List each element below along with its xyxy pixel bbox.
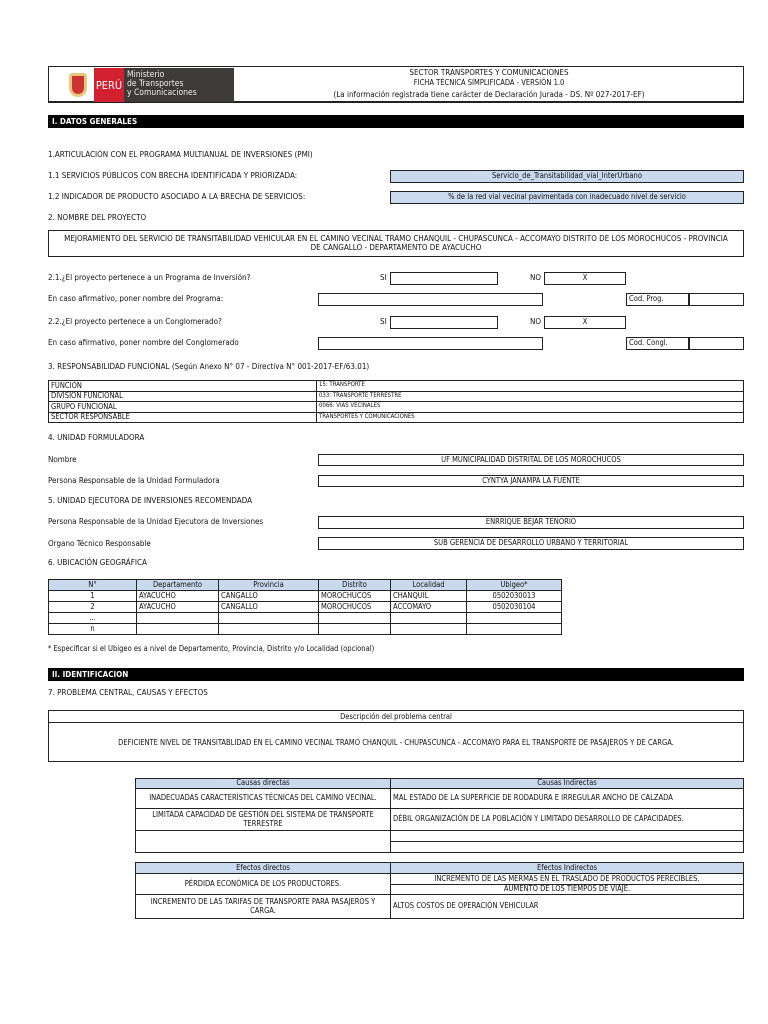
- col-header: Localidad: [391, 580, 467, 591]
- col-header: Provincia: [219, 580, 319, 591]
- section-2-bar: II. IDENTIFICACION: [48, 668, 744, 681]
- programa-si-label: SI: [380, 273, 387, 282]
- table-cell[interactable]: 0502030013: [467, 591, 562, 602]
- col-header: Ubigeo*: [467, 580, 562, 591]
- logo-country: PERÚ: [94, 68, 124, 102]
- cod-prog-field[interactable]: [689, 293, 744, 306]
- table-header-row: [49, 580, 562, 591]
- table-cell[interactable]: AYACUCHO: [137, 602, 219, 613]
- table-cell[interactable]: [319, 624, 391, 635]
- resp-value: TRANSPORTES Y COMUNICACIONES: [317, 412, 744, 423]
- ue-resp-label: Persona Responsable de la Unidad Ejecutora de Inversiones: [48, 517, 264, 526]
- causas-table: [135, 778, 744, 853]
- ue-org-label: Organo Técnico Responsable: [48, 539, 151, 548]
- table-cell[interactable]: [219, 624, 319, 635]
- efecto-indirecto[interactable]: AUMENTO DE LOS TIEMPOS DE VIAJE.: [391, 884, 744, 895]
- causa-indirecta[interactable]: DÉBIL ORGANIZACIÓN DE LA POBLACIÓN Y LIMITADO DESARROLLO DE CAPACIDADES.: [391, 809, 744, 831]
- table-cell[interactable]: [467, 624, 562, 635]
- conglomerado-no-field[interactable]: X: [544, 316, 626, 329]
- table-row: [136, 789, 744, 809]
- table-cell[interactable]: [219, 613, 319, 624]
- programa-no-label: NO: [530, 273, 542, 282]
- table-cell[interactable]: MOROCHUCOS: [319, 591, 391, 602]
- project-name-field[interactable]: MEJORAMIENTO DEL SERVICIO DE TRANSITABILIDAD VEHICULAR EN EL CAMINO VECINAL TRAMO CHANQUIL - CHUPASCUNCA - ACCOMAYO DISTRITO DE LOS MOROCHUCOS - PROVINCIA DE CANGALLO - DEPARTAMENTO DE AYACUCHO: [48, 230, 744, 257]
- problema-header: Descripción del problema central: [49, 711, 743, 723]
- col-header: Distrito: [319, 580, 391, 591]
- table-cell[interactable]: AYACUCHO: [137, 591, 219, 602]
- table-cell[interactable]: ...: [49, 613, 137, 624]
- conglomerado-name-field[interactable]: [318, 337, 543, 350]
- resp-title: 3. RESPONSABILIDAD FUNCIONAL (Según Anexo N° 07 - Directiva N° 001-2017-EF/63.01): [48, 362, 370, 371]
- col-header: N°: [49, 580, 137, 591]
- table-cell[interactable]: CANGALLO: [219, 591, 319, 602]
- header-subtitle: FICHA TÉCNICA SIMPLIFICADA - VERSIÓN 1.0: [413, 78, 565, 87]
- programa-no-field[interactable]: X: [544, 272, 626, 285]
- table-cell[interactable]: 0502030104: [467, 602, 562, 613]
- table-cell[interactable]: [137, 613, 219, 624]
- causas-indirectas-header: Causas Indirectas: [391, 779, 744, 789]
- table-cell[interactable]: CANGALLO: [219, 602, 319, 613]
- conglomerado-no-label: NO: [530, 317, 542, 326]
- ue-title: 5. UNIDAD EJECUTORA DE INVERSIONES RECOMENDADA: [48, 496, 253, 505]
- table-row: [49, 412, 744, 423]
- table-cell[interactable]: [319, 613, 391, 624]
- table-row: [136, 809, 744, 831]
- conglomerado-si-label: SI: [380, 317, 387, 326]
- conglomerado-si-field[interactable]: [390, 316, 498, 329]
- programa-name-label: En caso afirmativo, poner nombre del Programa:: [48, 294, 224, 303]
- table-cell[interactable]: MOROCHUCOS: [319, 602, 391, 613]
- header-note: (La información registrada tiene carácter de Declaración Jurada - DS. Nº 027-2017-EF): [333, 90, 645, 99]
- table-header-row: [136, 779, 744, 789]
- ubic-title: 6. UBICACIÓN GEOGRÁFICA: [48, 558, 147, 567]
- cod-congl-label: Cod. Congl.: [626, 337, 689, 350]
- coat-of-arms-icon: [62, 68, 94, 102]
- logo-ministry-3: y Comunicaciones: [127, 88, 197, 98]
- resp-label: DIVISION FUNCIONAL: [49, 391, 317, 402]
- programa-name-field[interactable]: [318, 293, 543, 306]
- uf-nombre-label: Nombre: [48, 455, 77, 464]
- table-header-row: [136, 863, 744, 874]
- causa-directa[interactable]: LIMITADA CAPACIDAD DE GESTIÓN DEL SISTEMA DE TRANSPORTE TERRESTRE: [136, 809, 391, 831]
- indicador-field[interactable]: % de la red vial vecinal pavimentada con inadecuado nivel de servicio: [390, 191, 744, 204]
- causa-indirecta-empty[interactable]: [391, 831, 744, 842]
- col-header: Departamento: [137, 580, 219, 591]
- resp-label: GRUPO FUNCIONAL: [49, 402, 317, 413]
- uf-title: 4. UNIDAD FORMULADORA: [48, 433, 145, 442]
- causa-indirecta[interactable]: MAL ESTADO DE LA SUPERFICIE DE RODADURA E IRREGULAR ANCHO DE CALZADA: [391, 789, 744, 809]
- resp-label: FUNCIÓN: [49, 381, 317, 392]
- table-row: [49, 613, 562, 624]
- efectos-table: [135, 862, 744, 919]
- pmi-q1: 1.1 SERVICIOS PÚBLICOS CON BRECHA IDENTIFICADA Y PRIORIZADA:: [48, 171, 298, 180]
- ue-org-field[interactable]: SUB GERENCIA DE DESARROLLO URBANO Y TERRITORIAL: [318, 537, 744, 550]
- resp-value: 15: TRANSPORTE: [317, 381, 744, 392]
- table-cell[interactable]: [467, 613, 562, 624]
- conglomerado-name-label: En caso afirmativo, poner nombre del Conglomerado: [48, 338, 239, 347]
- uf-resp-field[interactable]: CYNTYA JANAMPA LA FUENTE: [318, 475, 744, 487]
- cod-congl-field[interactable]: [689, 337, 744, 350]
- nombre-title: 2. NOMBRE DEL PROYECTO: [48, 213, 147, 222]
- servicio-field[interactable]: Servicio_de_Transitabilidad_vial_InterUrbano: [390, 170, 744, 183]
- causas-directas-header: Causas directas: [136, 779, 391, 789]
- table-row: [136, 874, 744, 885]
- resp-label: SECTOR RESPONSABLE: [49, 412, 317, 423]
- problema-box: [48, 710, 744, 762]
- efecto-directo[interactable]: PÉRDIDA ECONÓMICA DE LOS PRODUCTORES.: [136, 874, 391, 895]
- table-cell[interactable]: [137, 624, 219, 635]
- ubic-note: * Especificar si el Ubigeo es a nivel de Departamento, Provincia, Distrito y/o Localidad (opcional): [48, 644, 375, 653]
- table-row: [49, 402, 744, 413]
- problema-title: 7. PROBLEMA CENTRAL, CAUSAS Y EFECTOS: [48, 688, 208, 697]
- table-row: [136, 831, 744, 842]
- logo: [62, 68, 234, 102]
- table-cell[interactable]: [391, 613, 467, 624]
- table-cell[interactable]: [391, 624, 467, 635]
- logo-ministry-1: Ministerio: [127, 70, 165, 80]
- uf-nombre-field[interactable]: UF MUNICIPALIDAD DISTRITAL DE LOS MOROCHUCOS: [318, 454, 744, 466]
- table-row: [49, 624, 562, 635]
- table-row: [49, 591, 562, 602]
- efecto-directo[interactable]: INCREMENTO DE LAS TARIFAS DE TRANSPORTE PARA PASAJEROS Y CARGA.: [136, 895, 391, 919]
- causa-directa-empty[interactable]: [136, 831, 391, 853]
- efectos-indirectos-header: Efectos Indirectos: [391, 863, 744, 874]
- section-1-bar: I. DATOS GENERALES: [48, 115, 744, 128]
- resp-table: [48, 380, 744, 423]
- table-cell[interactable]: 2: [49, 602, 137, 613]
- table-row: [49, 391, 744, 402]
- table-cell[interactable]: ACCOMAYO: [391, 602, 467, 613]
- programa-si-field[interactable]: [390, 272, 498, 285]
- header-title: SECTOR TRANSPORTES Y COMUNICACIONES: [409, 68, 569, 77]
- table-row: [136, 895, 744, 919]
- pmi-q2: 1.2 INDICADOR DE PRODUCTO ASOCIADO A LA BRECHA DE SERVICIOS:: [48, 192, 306, 201]
- causa-directa[interactable]: INADECUADAS CARACTERÍSTICAS TÉCNICAS DEL CAMINO VECINAL.: [136, 789, 391, 809]
- problema-field[interactable]: DEFICIENTE NIVEL DE TRANSITABLIDAD EN EL CAMINO VECINAL TRAMO CHANQUIL - CHUPASCUNCA - ACCOMAYO PARA EL TRANSPORTE DE PASAJEROS Y DE CARGA.: [118, 737, 674, 747]
- table-cell[interactable]: n: [49, 624, 137, 635]
- ubicacion-table: [48, 579, 562, 635]
- conglomerado-question: 2.2.¿El proyecto pertenece a un Conglomerado?: [48, 317, 222, 326]
- table-row: [49, 381, 744, 392]
- efecto-indirecto[interactable]: INCREMENTO DE LAS MERMAS EN EL TRASLADO DE PRODUCTOS PERECIBLES.: [391, 874, 744, 885]
- resp-value: 0066: VIAS VECINALES: [317, 402, 744, 413]
- resp-value: 033: TRANSPORTE TERRESTRE: [317, 391, 744, 402]
- uf-resp-label: Persona Responsable de la Unidad Formuladora: [48, 476, 220, 485]
- cod-prog-label: Cod. Prog.: [626, 293, 689, 306]
- efectos-directos-header: Efectos directos: [136, 863, 391, 874]
- efecto-indirecto[interactable]: ALTOS COSTOS DE OPERACIÓN VEHICULAR: [391, 895, 744, 919]
- ue-resp-field[interactable]: ENRRIQUE BEJAR TENORIO: [318, 516, 744, 529]
- logo-ministry-2: de Transportes: [127, 79, 184, 89]
- table-cell[interactable]: CHANQUIL: [391, 591, 467, 602]
- pmi-title: 1.ARTICULACIÓN CON EL PROGRAMA MULTIANUAL DE INVERSIONES (PMI): [48, 150, 313, 159]
- table-row: [49, 602, 562, 613]
- programa-question: 2.1.¿El proyecto pertenece a un Programa de Inversión?: [48, 273, 251, 282]
- table-cell[interactable]: 1: [49, 591, 137, 602]
- causa-indirecta-empty[interactable]: [391, 842, 744, 853]
